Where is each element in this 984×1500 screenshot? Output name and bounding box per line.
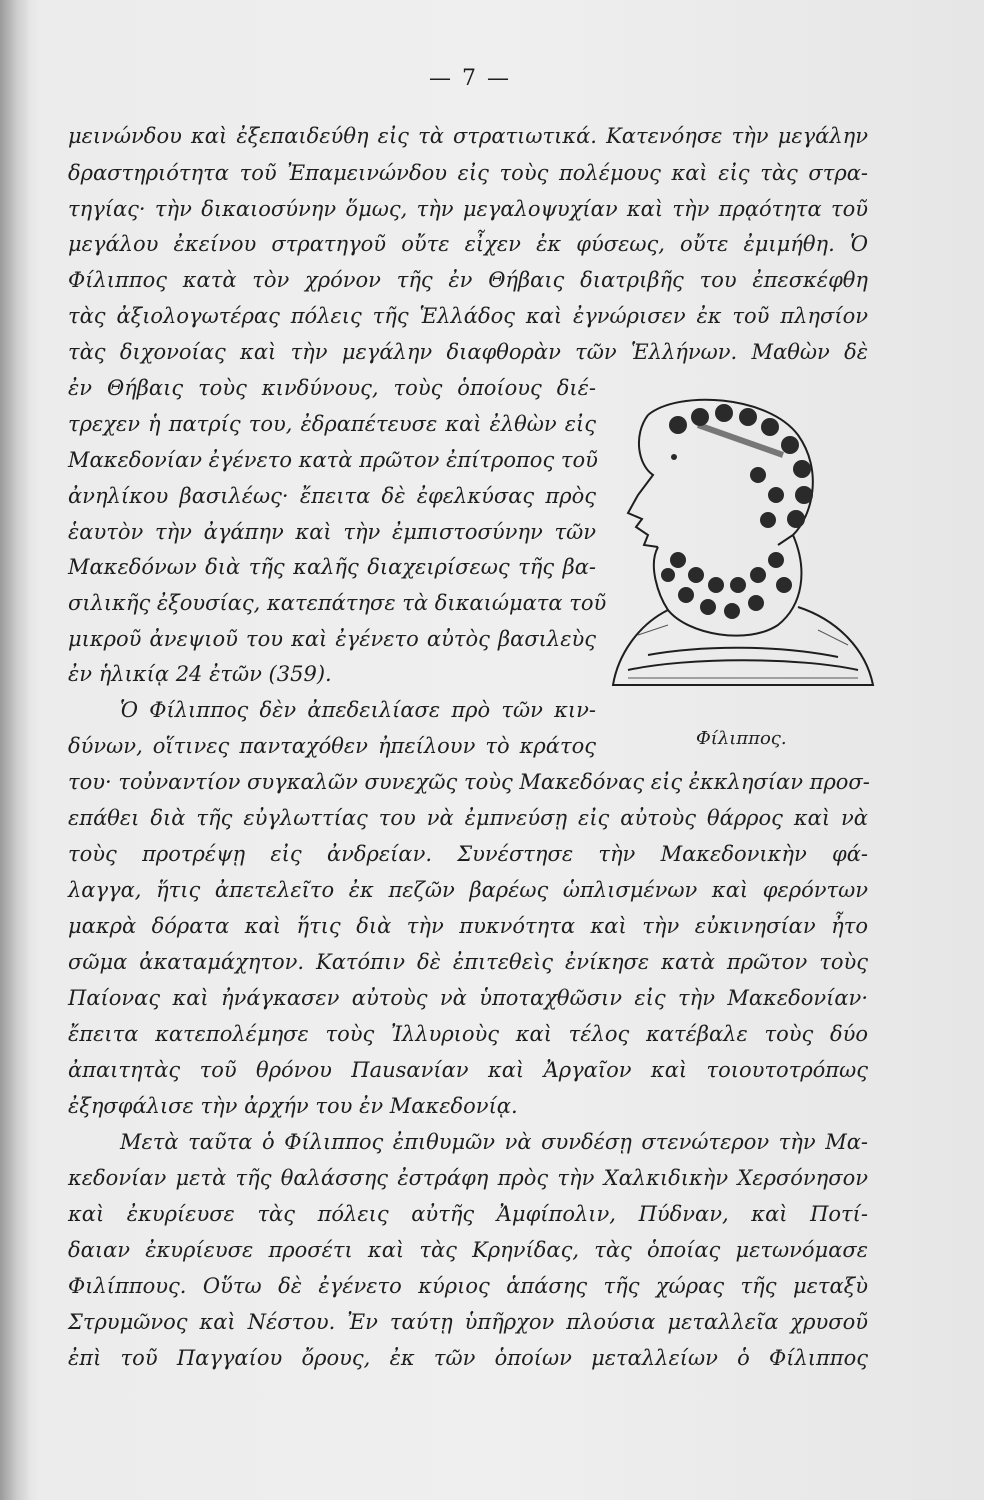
page-number: — 7 — [429, 66, 511, 91]
text-line: τοὺς προτρέψῃ εἰς ἀνδρείαν. Συνέστησε τὴν Μακεδονικὴν φά- [68, 842, 868, 866]
text-line: Παίονας καὶ ἠνάγκασεν αὐτοὺς νὰ ὑποταχθῶσιν εἰς τὴν Μακεδονίαν· [68, 986, 868, 1010]
text-line: ἔπειτα κατεπολέμησε τοὺς Ἰλλυριοὺς καὶ τέλος κατέβαλε τοὺς δύο [68, 1022, 868, 1046]
text-line: δραστηριότητα τοῦ Ἐπαμεινώνδου εἰς τοὺς πολέμους καὶ εἰς τὰς στρα- [68, 161, 868, 185]
portrait-caption: Φίλιππος. [696, 728, 787, 749]
text-line: μικροῦ ἀνεψιοῦ του καὶ ἐγένετο αὐτὸς βασιλεὺς [68, 627, 596, 651]
text-line: ἐν ἡλικίᾳ 24 ἐτῶν (359). [68, 662, 332, 686]
text-line: ἐπὶ τοῦ Παγγαίου ὄρους, ἐκ τῶν ὁποίων μεταλλείων ὁ Φίλιππος [68, 1346, 868, 1370]
philip-portrait-engraving [608, 395, 878, 695]
text-line: μακρὰ δόρατα καὶ ἥτις διὰ τὴν πυκνότητα καὶ τὴν εὐκινησίαν ἦτο [68, 914, 868, 938]
text-line: επάθει διὰ τῆς εὐγλωττίας του νὰ ἐμπνεύσῃ εἰς αὐτοὺς θάρρος καὶ νὰ [68, 806, 868, 830]
text-line: τηγίας· τὴν δικαιοσύνην ὅμως, τὴν μεγαλοψυχίαν καὶ τὴν πρᾳότητα τοῦ [68, 197, 868, 221]
text-line: τρεχεν ἡ πατρίς του, ἐδραπέτευσε καὶ ἐλθὼν εἰς [68, 412, 596, 436]
text-line: τὰς ἀξιολογωτέρας πόλεις τῆς Ἑλλάδος καὶ ἐγνώρισεν ἐκ τοῦ πλησίον [68, 304, 868, 328]
text-line: μεγάλου ἐκείνου στρατηγοῦ οὔτε εἶχεν ἐκ φύσεως, οὔτε ἐμιμήθη. Ὁ [68, 232, 868, 256]
text-line: Ὁ Φίλιππος δὲν ἀπεδειλίασε πρὸ τῶν κιν- [120, 698, 596, 722]
text-line: ἐν Θήβαις τοὺς κινδύνους, τοὺς ὁποίους διέ- [68, 376, 596, 400]
page-binding-shadow [0, 0, 30, 1500]
text-line: του· τοὐναντίον συγκαλῶν συνεχῶς τοὺς Μακεδόνας εἰς ἐκκλησίαν προσ- [68, 770, 870, 794]
text-line: Μακεδόνων διὰ τῆς καλῆς διαχειρίσεως τῆς βα- [68, 555, 596, 579]
text-line: Μετὰ ταῦτα ὁ Φίλιππος ἐπιθυμῶν νὰ συνδέσῃ στενώτερον τὴν Μα- [120, 1130, 868, 1154]
text-line: σιλικῆς ἐξουσίας, κατεπάτησε τὰ δικαιώματα τοῦ [68, 591, 607, 615]
text-line: Στρυμῶνος καὶ Νέστου. Ἐν ταύτῃ ὑπῆρχον πλούσια μεταλλεῖα χρυσοῦ [68, 1310, 868, 1334]
text-line: καὶ ἐκυρίευσε τὰς πόλεις αὐτῆς Ἀμφίπολιν, Πύδναν, καὶ Ποτί- [68, 1202, 868, 1226]
text-line: δαιαν ἐκυρίευσε προσέτι καὶ τὰς Κρηνίδας, τὰς ὁποίας μετωνόμασε [68, 1238, 868, 1262]
text-line: ἀνηλίκου βασιλέως· ἔπειτα δὲ ἐφελκύσας πρὸς [68, 484, 596, 508]
text-line: Φιλίππους. Οὕτω δὲ ἐγένετο κύριος ἁπάσης τῆς χώρας τῆς μεταξὺ [68, 1274, 868, 1298]
text-line: κεδονίαν μετὰ τῆς θαλάσσης ἐστράφη πρὸς τὴν Χαλκιδικὴν Χερσόνησον [68, 1166, 868, 1190]
text-line: ἑαυτὸν τὴν ἀγάπην καὶ τὴν ἐμπιστοσύνην τῶν [68, 520, 596, 544]
text-line: ἀπαιτητὰς τοῦ θρόνου Πausανίαν καὶ Ἀργαῖον καὶ τοιουτοτρόπως [68, 1058, 868, 1082]
text-line: ἐξησφάλισε τὴν ἀρχήν του ἐν Μακεδονίᾳ. [68, 1094, 518, 1118]
text-line: σῶμα ἀκαταμάχητον. Κατόπιν δὲ ἐπιτεθεὶς ἐνίκησε κατὰ πρῶτον τοὺς [68, 950, 868, 974]
text-line: λαγγα, ἥτις ἀπετελεῖτο ἐκ πεζῶν βαρέως ὡπλισμένων καὶ φερόντων [68, 878, 868, 902]
text-line: τὰς διχονοίας καὶ τὴν μεγάλην διαφθορὰν τῶν Ἑλλήνων. Μαθὼν δὲ [68, 340, 868, 364]
text-line: μεινώνδου καὶ ἐξεπαιδεύθη εἰς τὰ στρατιωτικά. Κατενόησε τὴν μεγάλην [68, 124, 868, 148]
text-line: δύνων, οἵτινες πανταχόθεν ἠπείλουν τὸ κράτος [68, 734, 596, 758]
text-line: Μακεδονίαν ἐγένετο κατὰ πρῶτον ἐπίτροπος τοῦ [68, 448, 598, 472]
text-line: Φίλιππος κατὰ τὸν χρόνον τῆς ἐν Θήβαις διατριβῆς του ἐπεσκέφθη [68, 268, 868, 292]
